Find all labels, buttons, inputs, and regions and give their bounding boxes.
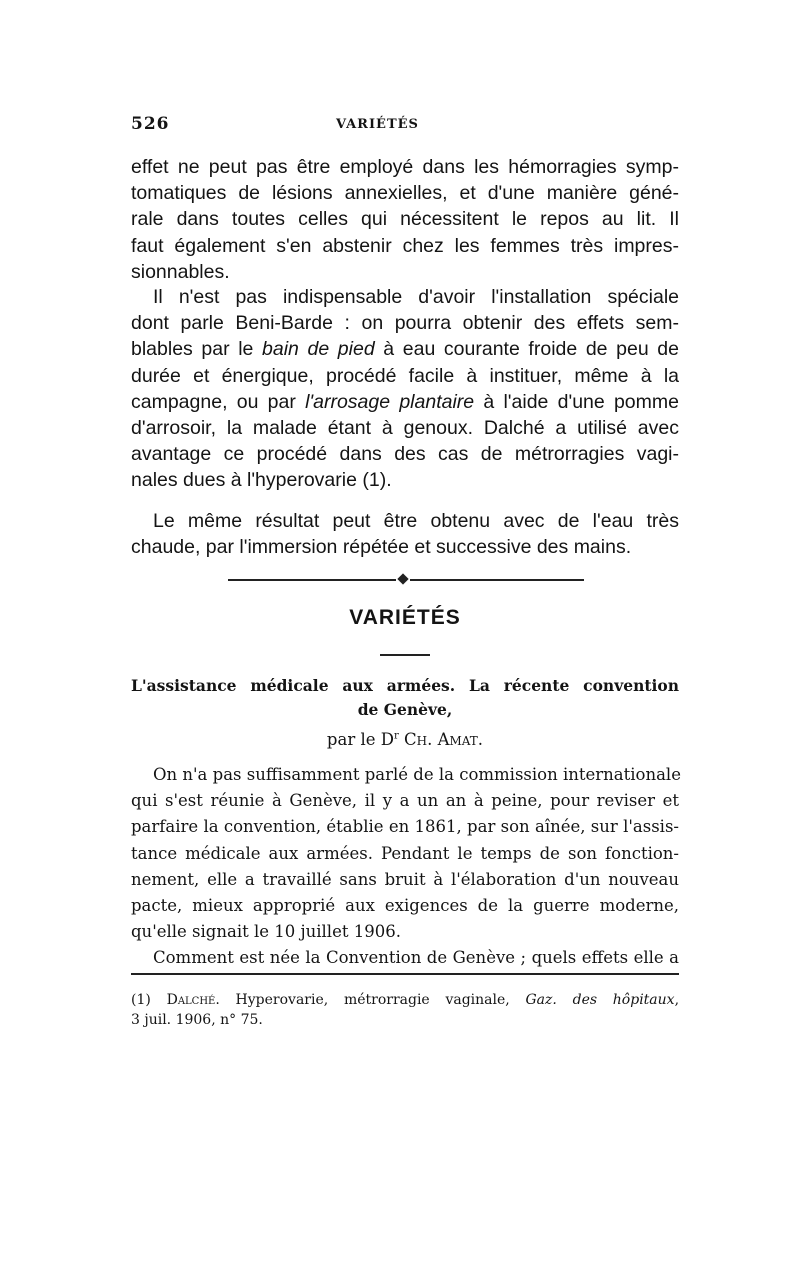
italic-term: bain de pied xyxy=(262,338,375,361)
divider-rule-left xyxy=(228,579,396,581)
footnote-line: 3 juil. 1906, n° 75. xyxy=(131,1012,263,1028)
article-title-line: de Genève, xyxy=(357,700,453,719)
italic-term: l'arrosage plantaire xyxy=(305,390,475,413)
footnote-text: , xyxy=(674,992,680,1008)
text-line: faut également s'en abstenir chez les femmes très impres- xyxy=(131,234,679,257)
footnote-author: Dalché xyxy=(166,992,216,1008)
paragraph-installation xyxy=(131,284,679,494)
text-line: nement, elle a travaillé sans bruit à l'élaboration d'un nouveau xyxy=(131,869,679,889)
text-line: tomatiques de lésions annexielles, et d'une manière géné- xyxy=(131,182,679,205)
section-divider xyxy=(228,574,584,586)
text-line: parfaire la convention, établie en 1861, par son aînée, sur l'assis- xyxy=(131,817,679,837)
text-line: tance médicale aux armées. Pendant le temps de son fonction- xyxy=(131,843,679,863)
text-line: pacte, mieux approprié aux exigences de la guerre moderne, xyxy=(131,896,679,916)
text-line: d'arrosoir, la malade étant à genoux. Dalché a utilisé avec xyxy=(131,417,679,440)
text-line xyxy=(131,336,679,362)
text-line: durée et énergique, procédé facile à instituer, même à la xyxy=(131,364,679,387)
paragraph-geneva xyxy=(131,762,679,972)
diamond-ornament-icon xyxy=(397,573,408,584)
author-name: Ch. Amat. xyxy=(404,730,484,749)
text-line: nales dues à l'hyperovarie (1). xyxy=(131,469,392,492)
section-title: VARIÉTÉS xyxy=(349,606,461,629)
paragraph-hot-water xyxy=(131,508,679,560)
byline-prefix: par le D xyxy=(326,730,394,749)
text-run: à l'aide d'une pomme xyxy=(474,390,679,413)
page-header xyxy=(131,114,679,136)
text-run: à eau courante froide de peu de xyxy=(374,338,679,361)
page-number: 526 xyxy=(131,114,170,134)
footnote-line xyxy=(131,990,679,1010)
article-title xyxy=(131,674,679,722)
text-line: On n'a pas suffisamment parlé de la commission internationale xyxy=(153,765,681,784)
text-line: avantage ce procédé dans des cas de métrorragies vagi- xyxy=(131,443,679,466)
text-line: sionnables. xyxy=(131,260,230,283)
text-line: dont parle Beni-Barde : on pourra obtenir des effets sem- xyxy=(131,312,679,335)
article-title-line: L'assistance médicale aux armées. La récente convention xyxy=(131,676,679,695)
section-title-rule xyxy=(380,654,430,656)
paragraph-hemorrhage xyxy=(131,154,679,285)
divider-rule-right xyxy=(410,579,584,581)
text-line: Il n'est pas indispensable d'avoir l'installation spéciale xyxy=(153,286,679,308)
text-run: campagne, ou par xyxy=(131,390,306,413)
text-line: Comment est née la Convention de Genève ; quels effets elle a xyxy=(153,948,679,968)
text-line xyxy=(131,389,679,415)
text-line: rale dans toutes celles qui nécessitent le repos au lit. Il xyxy=(131,208,679,231)
footnote-rule xyxy=(131,973,679,975)
text-run: blables par le xyxy=(131,338,263,361)
text-line: effet ne peut pas être employé dans les hémorragies symp- xyxy=(131,156,679,178)
footnote-marker: (1) xyxy=(131,992,167,1008)
running-title: VARIÉTÉS xyxy=(336,117,419,132)
footnote-text: . Hyperovarie, métrorragie vaginale, xyxy=(215,992,526,1008)
footnote xyxy=(131,990,679,1030)
text-line: chaude, par l'immersion répétée et successive des mains. xyxy=(131,536,632,559)
text-line: qui s'est réunie à Genève, il y a un an à peine, pour reviser et xyxy=(131,791,679,811)
footnote-journal: Gaz. des hôpitaux xyxy=(525,992,675,1008)
article-byline xyxy=(131,730,679,749)
byline-superscript: r xyxy=(393,730,399,742)
text-line: Le même résultat peut être obtenu avec de l'eau très xyxy=(153,510,679,532)
text-line: qu'elle signait le 10 juillet 1906. xyxy=(131,922,401,942)
